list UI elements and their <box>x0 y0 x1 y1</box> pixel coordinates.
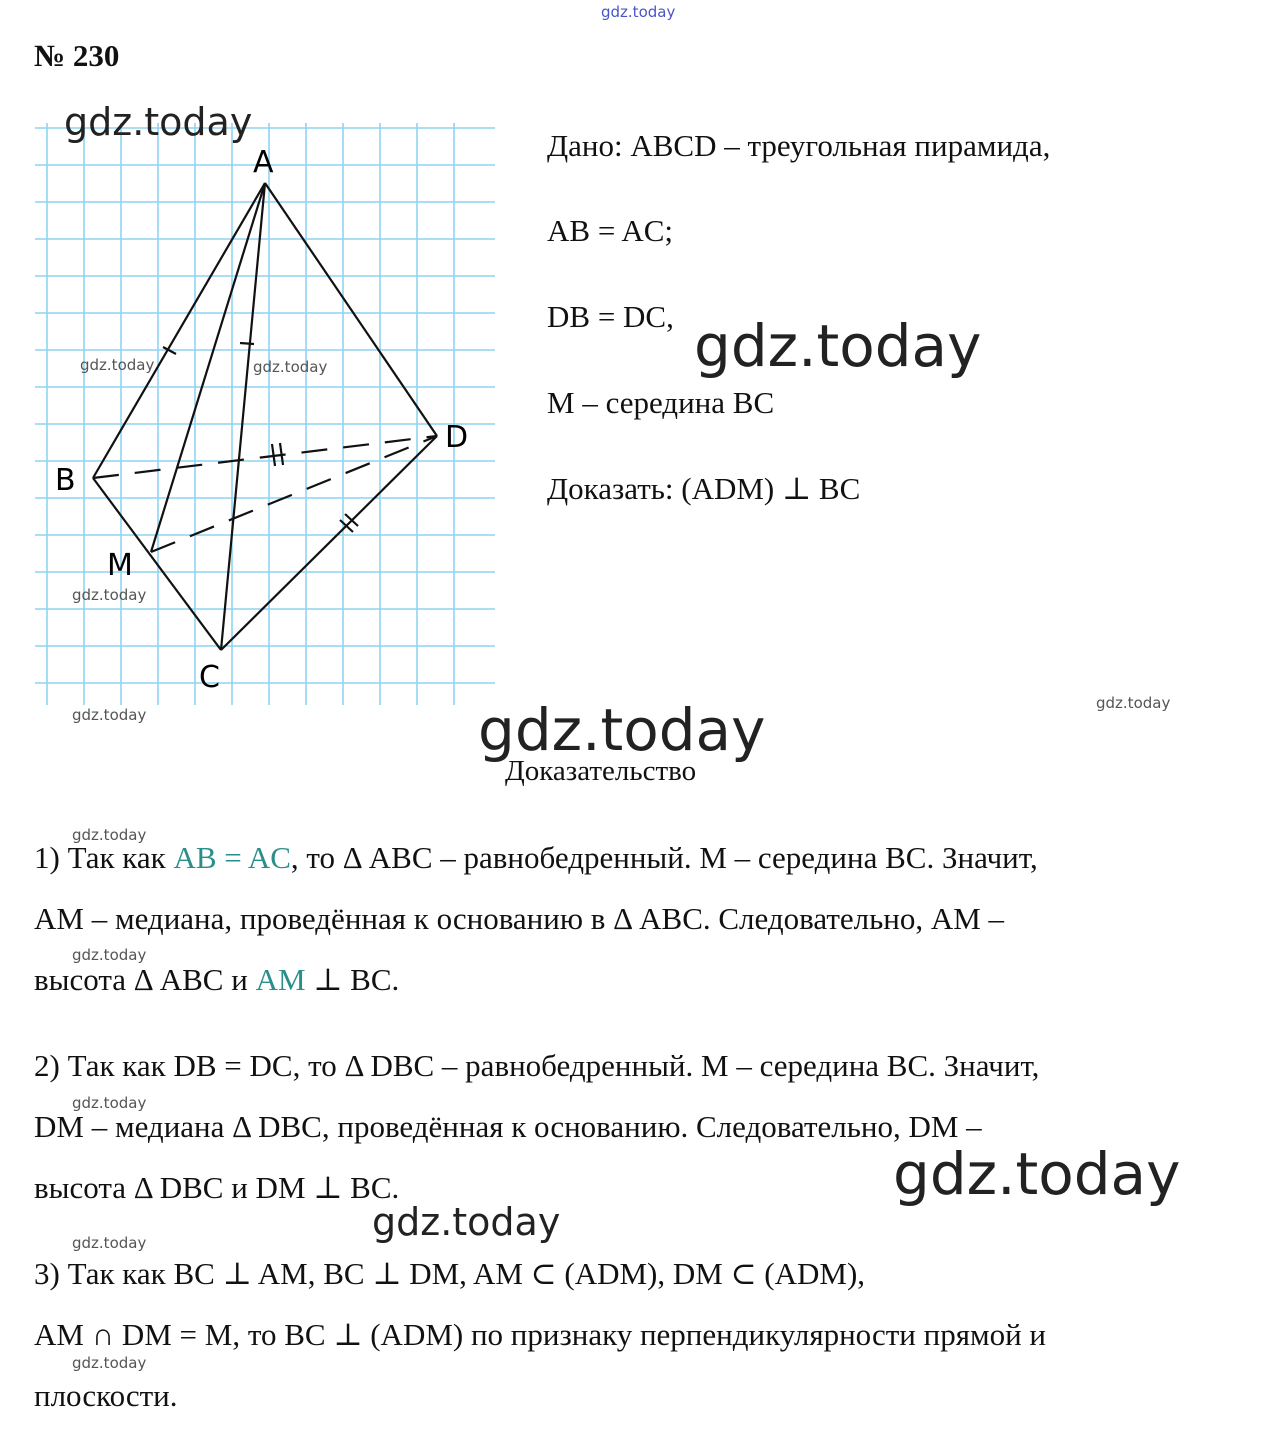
label-m: M <box>107 548 133 583</box>
tick-bd-1 <box>272 444 275 466</box>
proof-heading: Доказательство <box>505 755 697 787</box>
proof-step1-line3: высота Δ ABC и AM ⊥ BC. <box>34 962 400 997</box>
watermark-small-6: gdz.today <box>72 826 147 844</box>
proof-step3-line3: плоскости. <box>34 1378 178 1413</box>
given-line-1: Дано: ABCD – треугольная пирамида, <box>547 128 1051 163</box>
proof-step2-line2: DM – медиана Δ DBC, проведённая к основанию. Следовательно, DM – <box>34 1109 982 1144</box>
label-d: D <box>445 420 469 455</box>
edge-ab <box>93 183 265 478</box>
problem-number: № 230 <box>34 38 120 73</box>
watermark-small-7: gdz.today <box>72 946 147 964</box>
given-line-3: DB = DC, <box>547 299 674 334</box>
watermark-figure: gdz.today <box>64 100 253 144</box>
label-c: C <box>199 660 220 695</box>
pyramid-edges <box>93 183 437 650</box>
proof-step1-line1: 1) Так как AB = AC, то Δ ABC – равнобедренный. M – середина BC. Значит, <box>34 840 1038 875</box>
watermark-center: gdz.today <box>478 696 766 764</box>
watermark-small-2: gdz.today <box>253 358 328 376</box>
proof-step2-line3: высота Δ DBC и DM ⊥ BC. <box>34 1170 400 1205</box>
edge-ad <box>265 183 437 436</box>
watermark-proof: gdz.today <box>893 1140 1181 1208</box>
given-line-4: M – середина BC <box>547 385 775 420</box>
watermark-top: gdz.today <box>601 3 676 21</box>
proof-step3-line1: 3) Так как BC ⊥ AM, BC ⊥ DM, AM ⊂ (ADM), DM ⊂ (ADM), <box>34 1256 866 1291</box>
watermark-small-9: gdz.today <box>72 1234 147 1252</box>
proof-step3-line2: AM ∩ DM = M, то BC ⊥ (ADM) по признаку перпендикулярности прямой и <box>34 1317 1046 1352</box>
label-b: B <box>55 463 76 498</box>
watermark-small-1: gdz.today <box>80 356 155 374</box>
given-line-2: AB = AC; <box>547 213 674 248</box>
watermark-small-5: gdz.today <box>1096 694 1171 712</box>
watermark-small-3: gdz.today <box>72 586 147 604</box>
watermark-proof-mid: gdz.today <box>372 1200 561 1244</box>
watermark-small-8: gdz.today <box>72 1094 147 1112</box>
tick-ac <box>240 343 254 344</box>
watermark-small-10: gdz.today <box>72 1354 147 1372</box>
watermark-given: gdz.today <box>694 312 982 380</box>
grid-paper <box>35 123 495 705</box>
given-prove: Доказать: (ADM) ⊥ BC <box>547 471 861 506</box>
label-a: A <box>253 145 274 180</box>
proof-step2-line1: 2) Так как DB = DC, то Δ DBC – равнобедренный. M – середина BC. Значит, <box>34 1048 1040 1083</box>
proof-step1-line2: AM – медиана, проведённая к основанию в Δ ABC. Следовательно, AM – <box>34 901 1005 936</box>
watermark-small-4: gdz.today <box>72 706 147 724</box>
edge-cd <box>221 436 437 650</box>
